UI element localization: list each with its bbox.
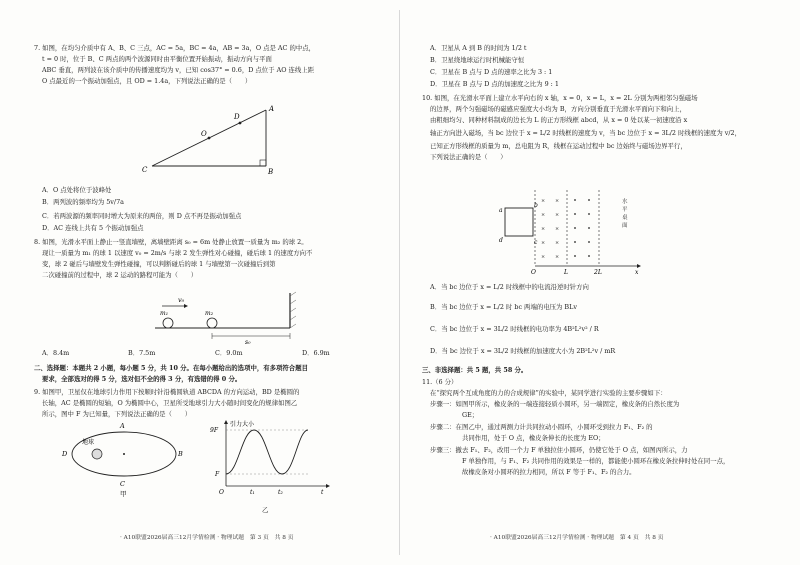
field-out-of-page <box>574 199 590 257</box>
tick-9f: 9F <box>210 427 218 434</box>
label-earth: 地球 <box>82 439 95 446</box>
ball-2 <box>207 318 217 328</box>
q11-line-1: 11.（6 分） <box>422 378 458 386</box>
right-page <box>400 0 800 565</box>
q7-line-2: t = 0 时，位于 B、C 两点的两个波源同时由平衡位置开始振动，振动方向与平面 <box>42 55 272 63</box>
right-angle-mark <box>260 160 266 166</box>
tick-2l: 2L <box>594 269 602 276</box>
label-d: d <box>499 237 503 244</box>
q9-option-a: A．卫星从 A 到 B 的时间为 1/2 t <box>430 44 527 52</box>
tick-t1: t₁ <box>250 489 255 496</box>
q11-line-2: 在“探究两个互成角度的力的合成规律”的实验中，某同学进行实验的主要步骤如下： <box>430 389 667 397</box>
q11-line-3: 步骤一：如图甲所示，橡皮条的一端连接轻质小圆环，另一端固定，橡皮条的自然长度为 <box>430 400 680 408</box>
q9-line-2: 长轴，AC 是椭圆的短轴，O 为椭圆中心，卫星所受地球引力大小随时间变化的规律如图乙 <box>42 399 298 407</box>
label-b: B <box>268 168 274 176</box>
point-o <box>208 137 211 140</box>
tick-f: F <box>215 471 220 478</box>
q9-line-1: 9. 如图甲，卫星仅在地球引力作用下按顺时针沿椭圆轨道 ABCDA 的方向运动，BD 是椭圆的 <box>34 388 300 396</box>
point-d <box>239 122 242 125</box>
q8-option-a: A．8.4m <box>42 349 70 357</box>
q8-option-d: D．6.9m <box>302 349 330 357</box>
label-c: c <box>534 239 538 246</box>
svg-text:×: × <box>541 212 546 218</box>
q8-option-b: B．7.5m <box>128 349 156 357</box>
label-a: A <box>269 105 275 113</box>
label-b: b <box>534 202 538 209</box>
center-o <box>123 453 125 455</box>
q10-option-a: A．当 bc 边位于 x = L/2 时线框中的电流沿逆时针方向 <box>430 283 589 291</box>
tick-o: O <box>531 269 536 276</box>
label-s0: s₀ <box>245 339 251 346</box>
section-2-line-1: 二、选择题：本题共 2 小题，每小题 5 分，共 10 分。在每小题给出的选项中，有多项符合题目 <box>34 364 308 372</box>
caption-yi: 乙 <box>262 506 269 514</box>
earth-icon <box>92 449 102 459</box>
surface-label: 水平桌面 <box>622 199 628 229</box>
q10-line-1: 10. 如图，在光滑水平面上建立水平向右的 x 轴，x = 0，x = L，x = 2L 分别为两相邻匀强磁场 <box>422 94 698 102</box>
q11-line-6: 共同作用，处于 O 点，橡皮条伸长的长度为 EO； <box>462 434 605 442</box>
q8-line-2: 现让一质量为 m₁ 的球 1 以速度 v₀ = 2m/s 与球 2 发生弹性对心碰撞，碰后球 1 的速度方向不 <box>42 249 313 257</box>
svg-text:×: × <box>555 212 560 218</box>
q11-line-4: GE； <box>462 411 479 419</box>
q10-option-b: B．当 bc 边位于 x = L/2 时 bc 两端的电压为 BLv <box>430 303 577 311</box>
svg-text:×: × <box>541 254 546 260</box>
svg-text:×: × <box>555 254 560 260</box>
q7-triangle-figure <box>140 100 290 178</box>
q11-line-5: 步骤二：在图乙中，通过两测力计共同拉动小圆环，小圆环受到拉力 F₁、F₂ 的 <box>430 423 653 431</box>
q7-option-d: D．AC 连线上共有 5 个振动加强点 <box>42 224 144 232</box>
force-curve <box>226 430 308 474</box>
ball-1 <box>163 318 173 328</box>
svg-text:A: A <box>120 422 125 430</box>
svg-text:×: × <box>541 226 546 232</box>
svg-text:B: B <box>178 450 183 458</box>
field-into-page <box>541 198 559 260</box>
label-v0: v₀ <box>178 296 185 304</box>
svg-text:×: × <box>541 240 546 246</box>
q10-line-6: 下列说法正确的是（ ） <box>430 153 507 161</box>
svg-text:×: × <box>555 198 560 204</box>
q9-option-c: C．卫星在 B 点与 D 点的速率之比为 3 : 1 <box>430 68 553 76</box>
q10-line-2: 的边界，两个匀强磁场的磁感应强度大小均为 B，方向分别垂直于光滑水平面向下和向上， <box>430 105 686 113</box>
label-a: a <box>499 207 503 214</box>
caption-jia: 甲 <box>120 490 127 498</box>
q10-line-3: 由粗细均匀、同种材料制成的边长为 L 的正方形线框 abcd，从 x = 0 处以某一初速度沿 x <box>430 116 688 124</box>
label-m2: m₂ <box>205 310 214 317</box>
q8-line-4: 二次碰撞前的过程中，球 2 运动的路程可能为（ ） <box>42 271 198 279</box>
square-frame <box>505 208 533 236</box>
q9-option-b: B．卫星绕地球运行时机械能守恒 <box>430 56 525 64</box>
q8-option-c: C．9.0m <box>215 349 243 357</box>
graph-y-label: 引力大小 <box>230 421 255 428</box>
q7-option-a: A．O 点处将位于波峰处 <box>42 186 112 194</box>
svg-text:×: × <box>555 226 560 232</box>
q8-collision-figure <box>150 288 320 346</box>
q10-line-4: 轴正方向进入磁场，当 bc 边位于 x = L/2 时线框的速度为 v，当 bc 边位于 x = 3L/2 时线框的速度为 v/2， <box>430 129 742 137</box>
q7-line-1: 7. 如图，在均匀介质中有 A、B、C 三点，AC = 5a，BC = 4a，AB = 3a，O 点是 AC 的中点， <box>34 44 316 52</box>
svg-text:C: C <box>120 480 125 488</box>
q11-line-9: 故橡皮条对小圆环的拉力相同，所以 F 等于 F₁、F₂ 的合力。 <box>462 468 636 476</box>
q9-option-d: D．卫星在 B 点与 D 点的加速度之比为 9 : 1 <box>430 80 559 88</box>
section-2-line-2: 要求，全部选对的得 5 分，选对但不全的得 3 分，有选错的得 0 分。 <box>42 375 242 383</box>
label-d: D <box>234 113 240 121</box>
q7-line-4: O 点最近的一个振动加强点，且 OD = 1.4a，下列说法正确的是（ ） <box>42 77 252 85</box>
q10-option-d: D．当 bc 边位于 x = 3L/2 时线框的加速度大小为 2B²L²v / mR <box>430 347 616 355</box>
q7-option-b: B．两列波的频率均为 5v/7a <box>42 198 124 206</box>
label-m1: m₁ <box>160 310 169 317</box>
left-footer: · A10联盟2026届高三12月学情检测 · 物理试题 第 3 页 共 8 页 <box>120 535 294 541</box>
q8-line-1: 8. 如图，光滑水平面上静止一竖直墙壁，离墙壁距离 s₀ = 6m 处静止放置一质量为 m₂ 的球 2。 <box>34 238 308 246</box>
right-footer: · A10联盟2026届高三12月学情检测 · 物理试题 第 4 页 共 8 页 <box>490 535 664 541</box>
section-3-header: 三、非选择题：共 5 题，共 58 分。 <box>422 366 528 374</box>
svg-text:D: D <box>62 450 68 458</box>
q9-force-graph <box>208 418 332 500</box>
tick-x: x <box>635 269 639 276</box>
label-c: C <box>142 166 148 174</box>
q7-line-3: ABC 垂直，两列波在该介质中的传播速度均为 v，已知 cos37° = 0.6，D 点位于 AO 连线上距 <box>42 66 315 74</box>
q11-line-7: 步骤三：撤去 F₁、F₂，改用一个力 F 单独拉住小圆环，仍使它处于 O 点，如图丙所示，力 <box>430 446 688 454</box>
q8-line-3: 变，球 2 碰后与墙壁发生弹性碰撞，可以判断碰后的球 1 与墙壁第一次碰撞后到第 <box>42 260 276 268</box>
q7-option-c: C．若两波源的频率同时增大为原来的两倍，则 D 点不再是振动加强点 <box>42 212 242 220</box>
tick-l: L <box>564 269 568 276</box>
q9-orbit-figure <box>62 420 186 498</box>
tick-t2: t₂ <box>278 489 283 496</box>
q11-line-8: F 单独作用，与 F₁、F₂ 共同作用的效果是一样的，都能使小圆环在橡皮条拉伸时处在同一点， <box>462 457 730 465</box>
q10-line-5: 已知正方形线框的质量为 m，总电阻为 R，线框在运动过程中 bc 边始终与磁场边界平行， <box>430 142 687 150</box>
svg-text:×: × <box>555 240 560 246</box>
tick-t: t <box>321 489 324 496</box>
tick-origin: O <box>219 489 224 496</box>
svg-text:×: × <box>541 198 546 204</box>
q9-line-3: 所示，图中 F 为已知量，下列说法正确的是（ ） <box>42 410 192 418</box>
q10-option-c: C．当 bc 边位于 x = 3L/2 时线框的电功率为 4B²L²v² / R <box>430 325 599 333</box>
label-o: O <box>201 130 207 138</box>
